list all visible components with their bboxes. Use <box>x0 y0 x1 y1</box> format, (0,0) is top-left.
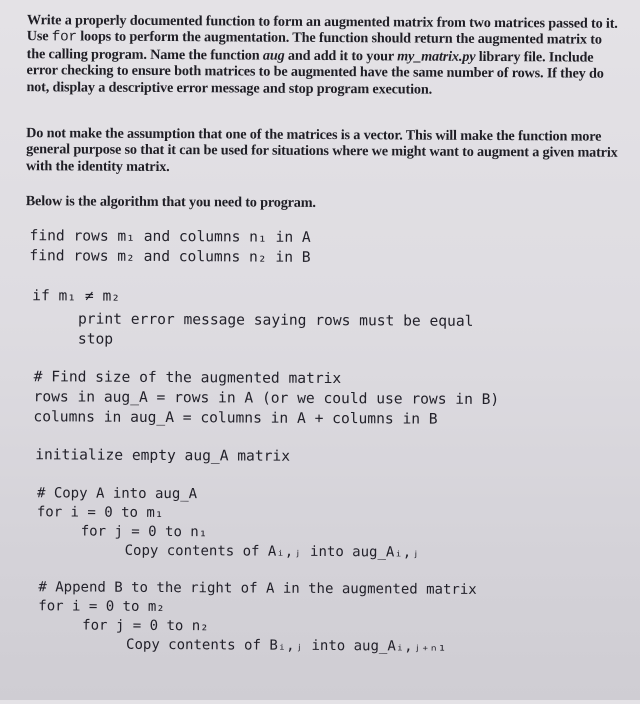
instructions-paragraph <box>26 12 618 99</box>
algorithm-intro: Below is the algorithm that you need to program. <box>25 193 316 211</box>
code-line-copy-a: Copy contents of Aᵢ,ⱼ into aug_Aᵢ,ⱼ <box>124 542 420 561</box>
library-filename: my_matrix.py <box>397 48 476 65</box>
code-line-for-i-2: for i = 0 to m₂ <box>38 598 165 616</box>
code-line-columns: columns in aug_A = columns in A + columns in B <box>33 408 438 428</box>
code-comment-size: # Find size of the augmented matrix <box>33 368 342 388</box>
text-run: library file. Include error checking to ensure both matrices to be augmented have the same number of rows. If they do not, display a descriptive error message and stop program execution. <box>26 48 604 98</box>
code-line-find-a: find rows m₁ and columns n₁ in A <box>29 227 311 246</box>
text-run: Write a properly documented function to form an augmented matrix from two matrices passed to it. Use <box>26 12 618 45</box>
code-line-initialize: initialize empty aug_A matrix <box>35 446 291 465</box>
code-keyword-for: for <box>51 29 77 46</box>
code-line-stop: stop <box>77 330 114 348</box>
code-line-copy-b: Copy contents of Bᵢ,ⱼ into aug_Aᵢ,ⱼ₊ₙ₁ <box>126 636 447 655</box>
code-line-find-b: find rows m₂ and columns n₂ in B <box>29 247 311 266</box>
assumption-paragraph: Do not make the assumption that one of the matrices is a vector. This will make the function more general purpose so that it can be used for situations where we might want to augment a given matrix with the identity matrix. <box>25 125 618 175</box>
code-line-for-j-2: for j = 0 to n₂ <box>82 617 209 635</box>
code-comment-copy: # Copy A into aug_A <box>36 485 198 503</box>
text-run: loops to perform the augmentation. The function should return the augmented matrix to the calling program. Name the function <box>26 28 602 64</box>
text-run: and add it to your <box>284 47 398 65</box>
code-line-for-j-1: for j = 0 to n₁ <box>80 523 208 541</box>
code-line-for-i-1: for i = 0 to m₁ <box>36 504 164 522</box>
code-comment-append: # Append B to the right of A in the augmented matrix <box>38 579 477 598</box>
code-line-if: if m₁ ≠ m₂ <box>32 287 121 305</box>
function-name: aug <box>262 47 285 64</box>
code-line-rows: rows in aug_A = rows in A (or we could use rows in B) <box>33 388 500 409</box>
code-line-print-error: print error message saying rows must be equal <box>78 310 474 330</box>
